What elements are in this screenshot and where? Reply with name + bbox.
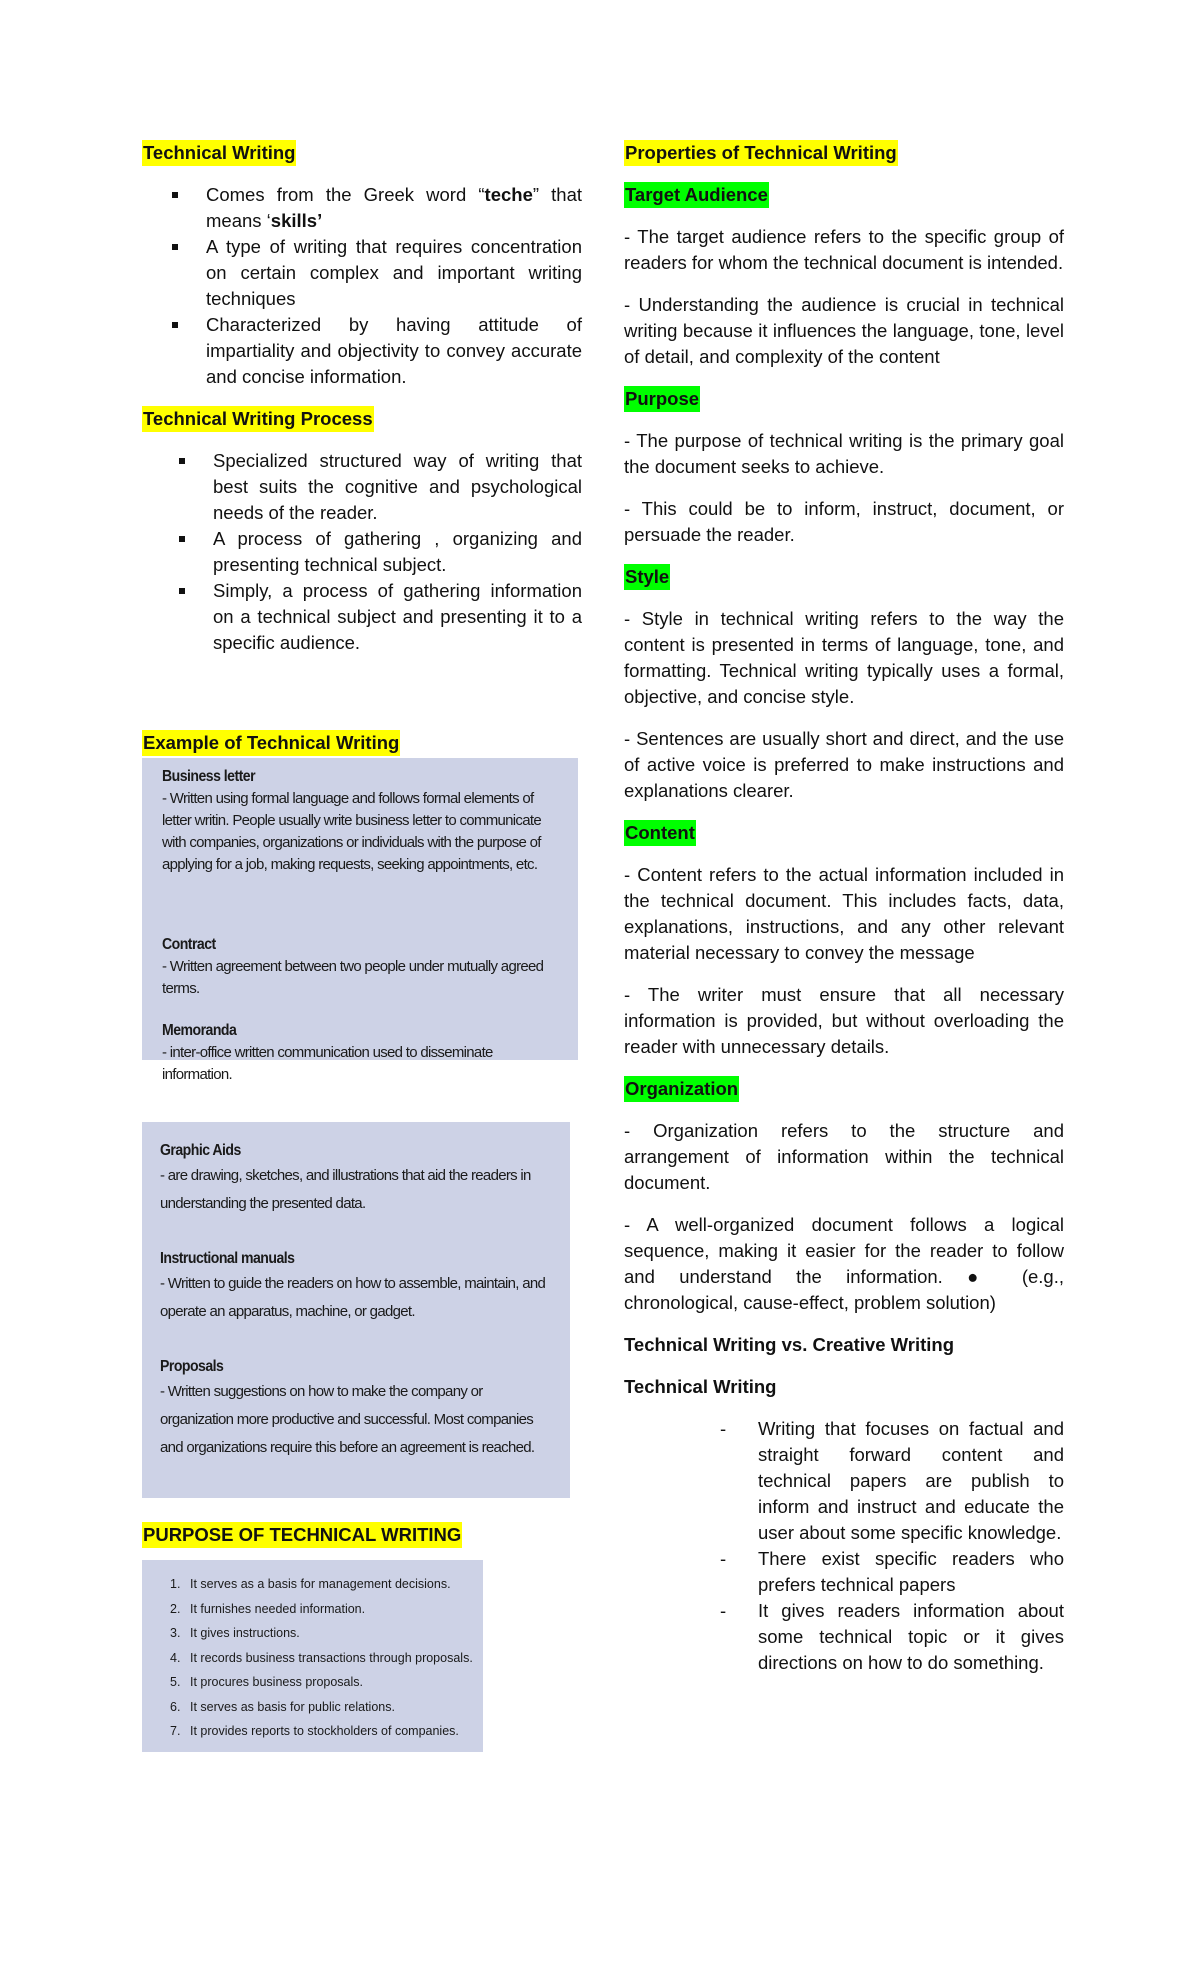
list-item: A process of gathering , organizing and presenting technical subject. — [142, 526, 582, 578]
list-item: Simply, a process of gathering information on a technical subject and presenting it to a specific audience. — [142, 578, 582, 656]
style-heading: Style — [624, 564, 670, 590]
list-item: - There exist specific readers who prefers technical papers — [758, 1546, 1064, 1598]
list-item: - It gives readers information about some technical topic or it gives directions on how to do something. — [758, 1598, 1064, 1676]
purpose-heading: PURPOSE OF TECHNICAL WRITING — [142, 1522, 462, 1548]
paragraph: - Style in technical writing refers to the way the content is presented in terms of language, tone, and formatting. Technical writing typically uses a formal, objective, and concise style. — [624, 608, 1064, 707]
purpose-list — [170, 1572, 473, 1744]
paragraph: - Understanding the audience is crucial in technical writing because it influences the language, tone, level of detail, and complexity of the content — [624, 294, 1064, 367]
paragraph: - Organization refers to the structure and arrangement of information within the technical document. — [624, 1120, 1064, 1193]
organization-heading: Organization — [624, 1076, 739, 1102]
paragraph: - The purpose of technical writing is the primary goal the document seeks to achieve. — [624, 430, 1064, 477]
technical-writing-heading: Technical Writing — [142, 140, 296, 166]
list-item: Characterized by having attitude of impartiality and objectivity to convey accurate and concise information. — [142, 312, 582, 390]
example-image-2: Graphic Aids - are drawing, sketches, and illustrations that aid the readers in understanding the presented data. Instructional manuals - Written to guide the readers on how to assemble, maintain, and operate an apparatus, machine, or gadget. Proposals - Written suggestions on how to make the company or organization more productive and successful. Most companies and organizations require this before an agreement is reached. — [142, 1122, 570, 1498]
vs-heading: Technical Writing vs. Creative Writing — [624, 1334, 954, 1355]
list-item: A type of writing that requires concentration on certain complex and important writing techniques — [142, 234, 582, 312]
list-item: - Writing that focuses on factual and straight forward content and technical papers are publish to inform and instruct and educate the user about some specific knowledge. — [758, 1416, 1064, 1546]
technical-writing-bullets — [142, 182, 582, 390]
list-item: 1. It serves as a basis for management decisions. — [170, 1577, 451, 1591]
paragraph: - A well-organized document follows a logical sequence, making it easier for the reader to follow and understand the information. ● (e.g., chronological, cause-effect, problem solution) — [624, 1214, 1064, 1313]
process-bullets — [142, 448, 582, 656]
left-column — [142, 140, 582, 772]
list-item: 6. It serves as basis for public relations. — [170, 1699, 395, 1714]
list-item: 4. It records business transactions through proposals. — [170, 1650, 473, 1665]
process-heading: Technical Writing Process — [142, 406, 374, 432]
paragraph: - The target audience refers to the specific group of readers for whom the technical document is intended. — [624, 226, 1064, 273]
paragraph: - Content refers to the actual information included in the technical document. This includes facts, data, explanations, instructions, and any other relevant material necessary to convey the message — [624, 864, 1064, 963]
purpose-list-image — [142, 1560, 483, 1752]
paragraph: - The writer must ensure that all necessary information is provided, but without overloading the reader with unnecessary details. — [624, 984, 1064, 1057]
content-heading: Content — [624, 820, 696, 846]
list-item: 7. It provides reports to stockholders of companies. — [170, 1724, 459, 1738]
technical-writing-subheading: Technical Writing — [624, 1376, 777, 1397]
right-column — [624, 140, 1064, 1676]
paragraph: - This could be to inform, instruct, document, or persuade the reader. — [624, 498, 1064, 545]
target-audience-heading: Target Audience — [624, 182, 769, 208]
list-item: 5. It procures business proposals. — [170, 1675, 364, 1689]
example-image-1: Business letter - Written using formal language and follows formal elements of letter writin. People usually write business letter to communicate with companies, organizations or individuals with the purpose of applying for a job, making requests, seeking appointments, etc. Contract - Written agreement between two people under mutually agreed terms. Memoranda - inter-office written communication used to disseminate information. — [142, 758, 578, 1060]
list-item: 2. It furnishes needed information. — [170, 1601, 366, 1616]
purpose-section-heading: Purpose — [624, 386, 700, 412]
list-item: Specialized structured way of writing that best suits the cognitive and psychological needs of the reader. — [142, 448, 582, 526]
list-item: Comes from the Greek word “teche” that means ‘skills’ — [142, 182, 582, 234]
paragraph: - Sentences are usually short and direct, and the use of active voice is preferred to make instructions and explanations clearer. — [624, 728, 1064, 801]
technical-writing-dash-list — [624, 1416, 1064, 1676]
properties-heading: Properties of Technical Writing — [624, 140, 898, 166]
purpose-heading-wrap — [142, 1522, 462, 1548]
example-heading: Example of Technical Writing — [142, 730, 400, 756]
list-item: 3. It gives instructions. — [170, 1626, 300, 1640]
